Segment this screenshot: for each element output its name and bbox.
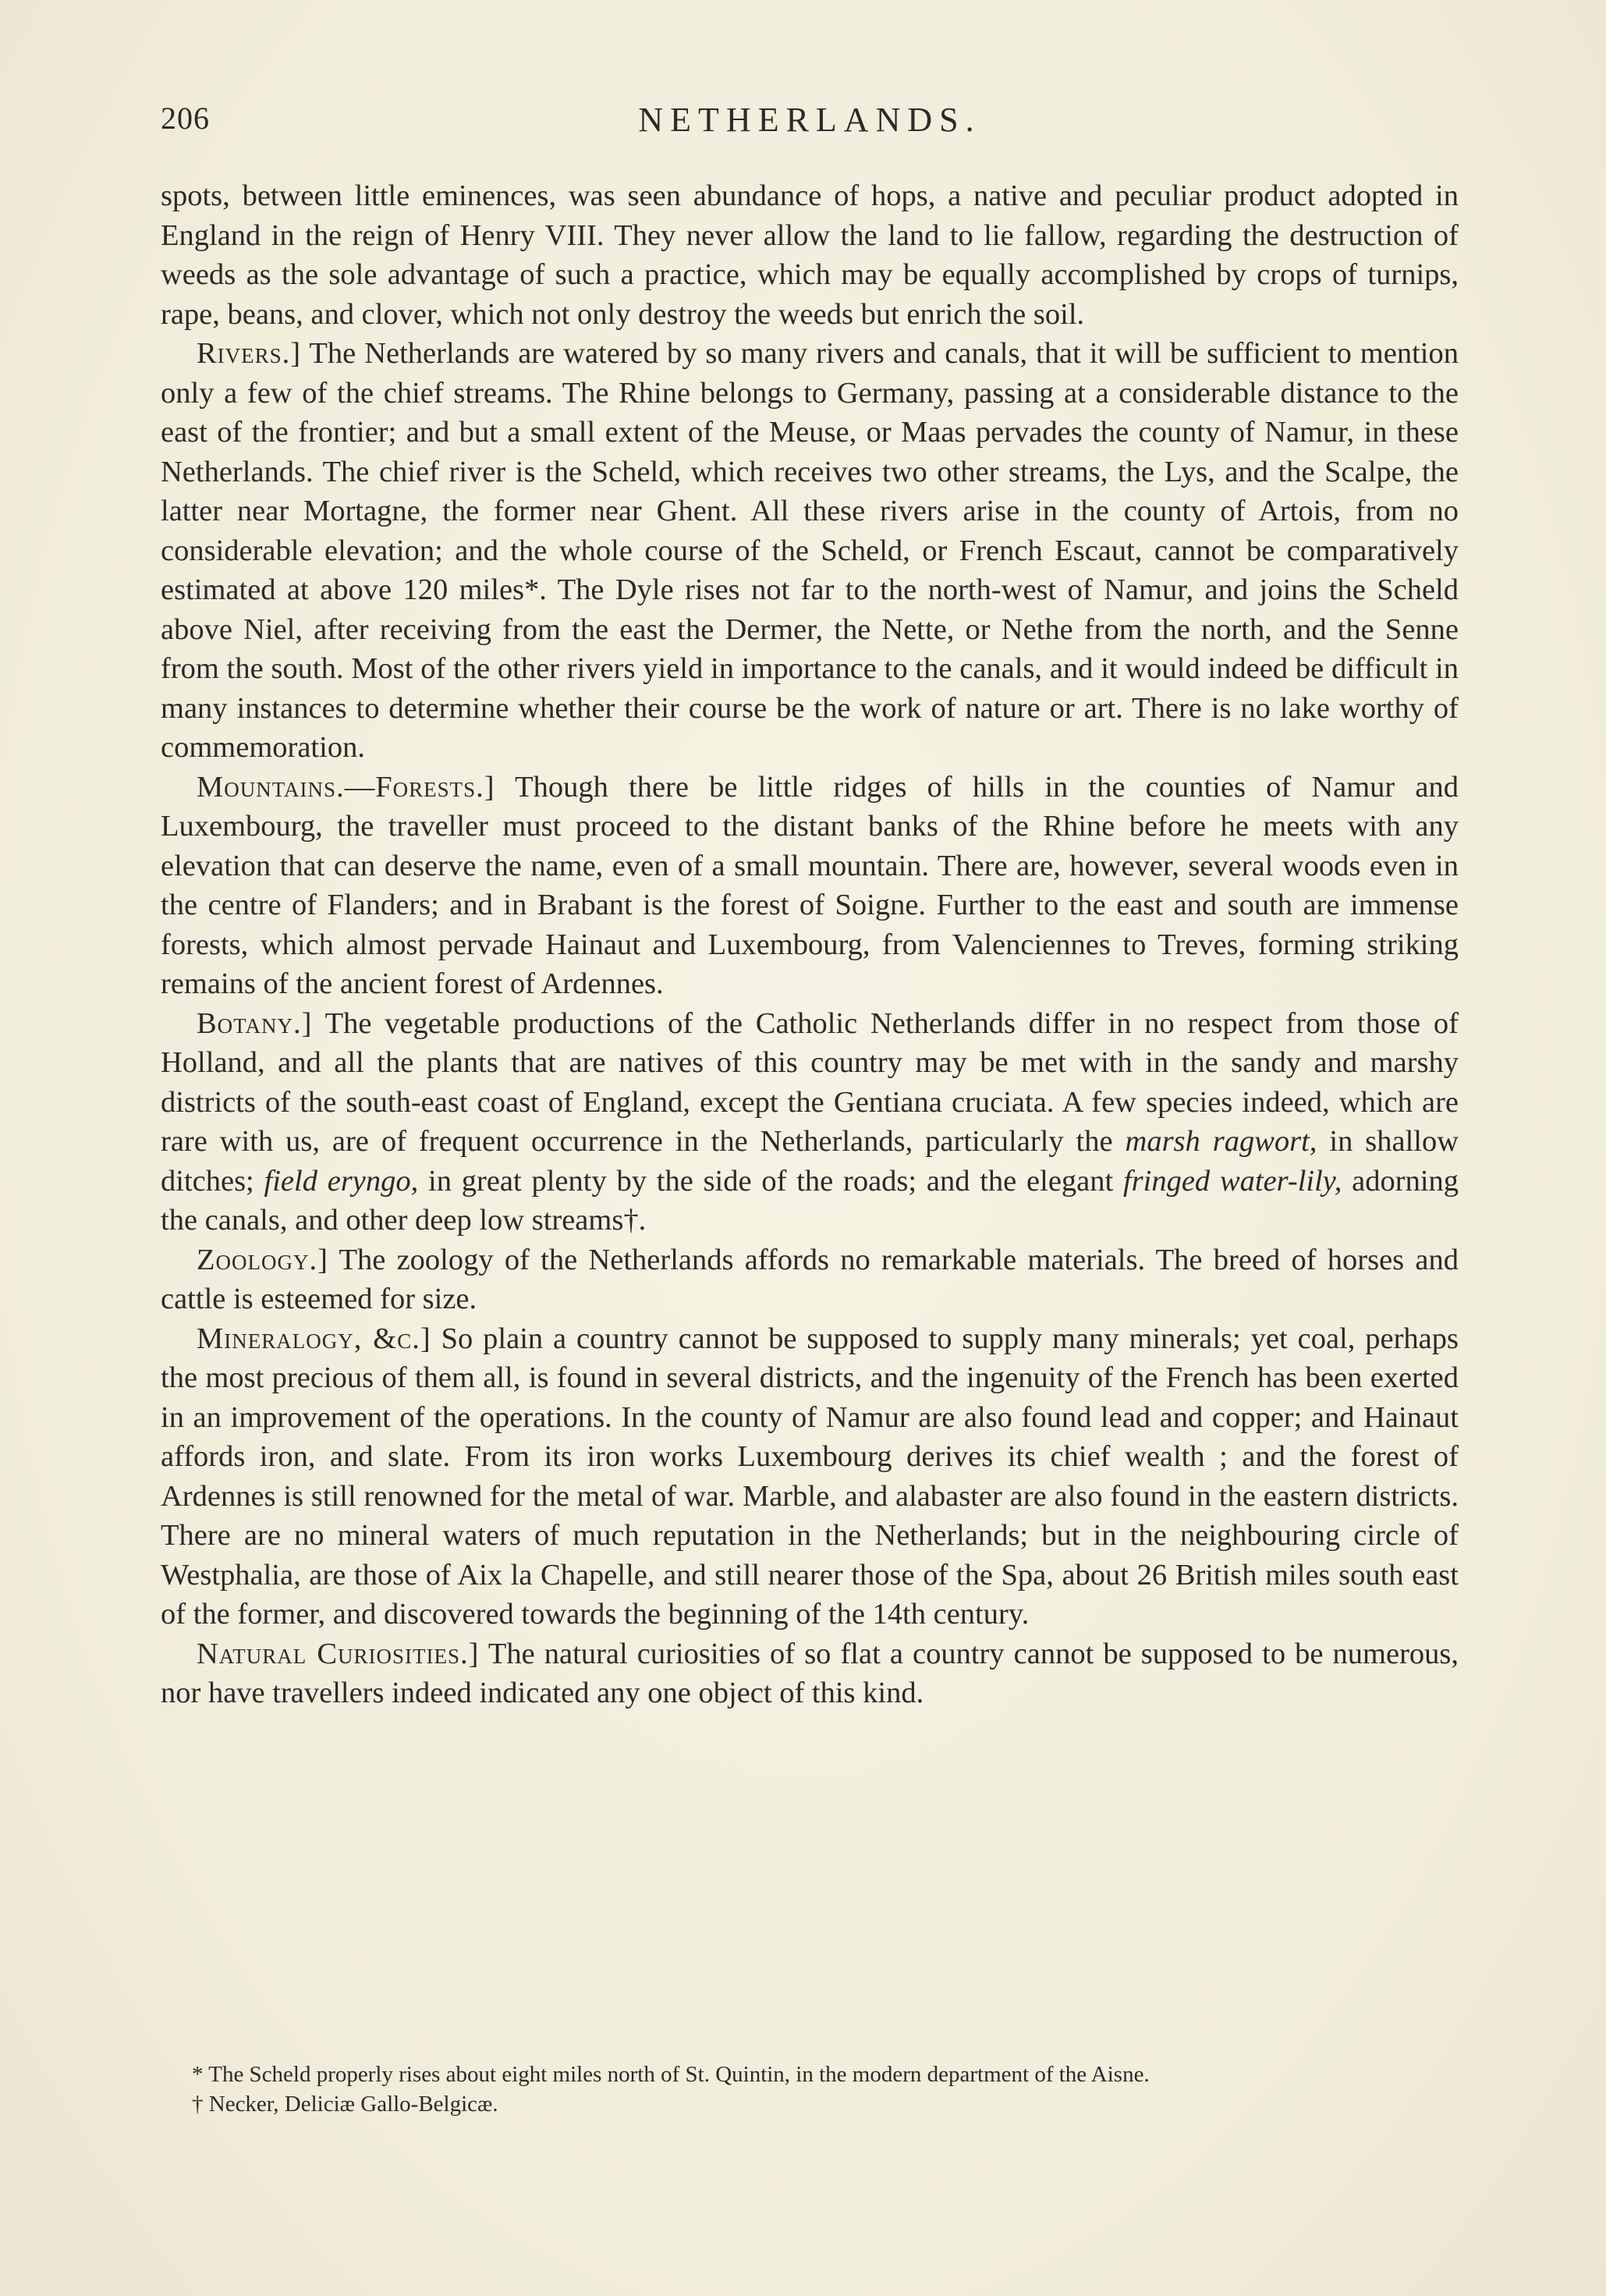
botany-text-1: The vegetable productions of the Catholic Netherlands differ in no respect from those of Holland, and all the plants that are natives of this country may be met with in the sandy and marshy districts of the south-east coast of England, except the Gentiana cruciata. A few species indeed, which are rare with us, are of frequent occurrence in the Netherlands, particularly the — [161, 1006, 1459, 1158]
zoology-paragraph — [161, 1240, 1459, 1319]
footnote-1: * The Scheld properly rises about eight miles north of St. Quintin, in the modern department of the Aisne. — [192, 2062, 1150, 2087]
running-title: NETHERLANDS. — [638, 101, 981, 139]
rivers-text: The Netherlands are watered by so many rivers and canals, that it will be sufficient to mention only a few of the chief streams. The Rhine belongs to Germany, passing at a considerable distance to the east of the frontier; and but a small extent of the Meuse, or Maas pervades the county of Namur, in these Netherlands. The chief river is the Scheld, which receives two other streams, the Lys, and the Scalpe, the latter near Mortagne, the former near Ghent. All these rivers arise in the county of Artois, from no considerable elevation; and the whole course of the Scheld, or French Escaut, cannot be comparatively estimated at above 120 miles*. The Dyle rises not far to the north-west of Namur, and joins the Scheld above Niel, after receiving from the east the Dermer, the Nette, or Nethe from the north, and the Senne from the south. Most of the other rivers yield in importance to the canals, and it would indeed be difficult in many instances to determine whether their course be the work of nature or art. There is no lake worthy of commemoration. — [161, 337, 1459, 764]
mineralogy-heading: Mineralogy, &c.] — [197, 1322, 431, 1355]
mountains-heading: Mountains.—Forests.] — [197, 770, 495, 804]
mineralogy-paragraph — [161, 1319, 1459, 1634]
body-text — [161, 176, 1459, 1713]
botany-text-4: adorning the canals, and other deep low streams†. — [161, 1164, 1459, 1237]
curiosities-heading: Natural Curiosities.] — [197, 1637, 480, 1670]
botany-italic-1: marsh ragwort, — [1125, 1125, 1317, 1158]
curiosities-paragraph — [161, 1634, 1459, 1713]
botany-heading: Botany.] — [197, 1006, 313, 1040]
intro-paragraph: spots, between little eminences, was seen abundance of hops, a native and peculiar product adopted in England in the reign of Henry VIII. They never allow the land to lie fallow, regarding the destruction of weeds as the sole advantage of such a practice, which may be equally accomplished by crops of turnips, rape, beans, and clover, which not only destroy the weeds but enrich the soil. — [161, 179, 1459, 331]
botany-text-2: in shallow ditches; — [161, 1125, 1459, 1198]
botany-italic-2: field eryngo, — [264, 1164, 419, 1198]
rivers-heading: Rivers.] — [197, 337, 302, 370]
page-number: 206 — [161, 101, 210, 136]
rivers-paragraph — [161, 334, 1459, 768]
page-header — [161, 100, 1459, 147]
zoology-heading: Zoology.] — [197, 1243, 328, 1276]
botany-paragraph — [161, 1004, 1459, 1240]
botany-italic-3: fringed water-lily, — [1122, 1164, 1342, 1198]
curiosities-text: The natural curiosities of so flat a country cannot be supposed to be numerous, nor have travellers indeed indicated any one object of this kind. — [161, 1637, 1459, 1709]
mineralogy-text: So plain a country cannot be supposed to supply many minerals; yet coal, perhaps the most precious of them all, is found in several districts, and the ingenuity of the French has been exerted in an improvement of the operations. In the county of Namur are also found lead and copper; and Hainaut affords iron, and slate. From its iron works Luxembourg derives its chief wealth ; and the forest of Ardennes is still renowned for the metal of war. Marble, and alabaster are also found in the eastern districts. There are no mineral waters of much reputation in the Netherlands; but in the neighbouring circle of Westphalia, are those of Aix la Chapelle, and still nearer those of the Spa, about 26 British miles south east of the former, and discovered towards the beginning of the 14th century. — [161, 1322, 1459, 1631]
botany-text-3: in great plenty by the side of the roads; and the elegant — [428, 1164, 1114, 1198]
mountains-paragraph — [161, 768, 1459, 1004]
footnote-2: † Necker, Deliciæ Gallo-Belgicæ. — [192, 2092, 498, 2117]
mountains-text: Though there be little ridges of hills in the counties of Namur and Luxembourg, the traveller must proceed to the distant banks of the Rhine before he meets with any elevation that can deserve the name, even of a small mountain. There are, however, several woods even in the centre of Flanders; and in Brabant is the forest of Soigne. Further to the east and south are immense forests, which almost pervade Hainaut and Luxembourg, from Valenciennes to Treves, forming striking remains of the ancient forest of Ardennes. — [161, 770, 1459, 1000]
zoology-text: The zoology of the Netherlands affords no remarkable materials. The breed of horses and cattle is esteemed for size. — [161, 1243, 1459, 1315]
footnotes — [161, 2060, 1459, 2119]
